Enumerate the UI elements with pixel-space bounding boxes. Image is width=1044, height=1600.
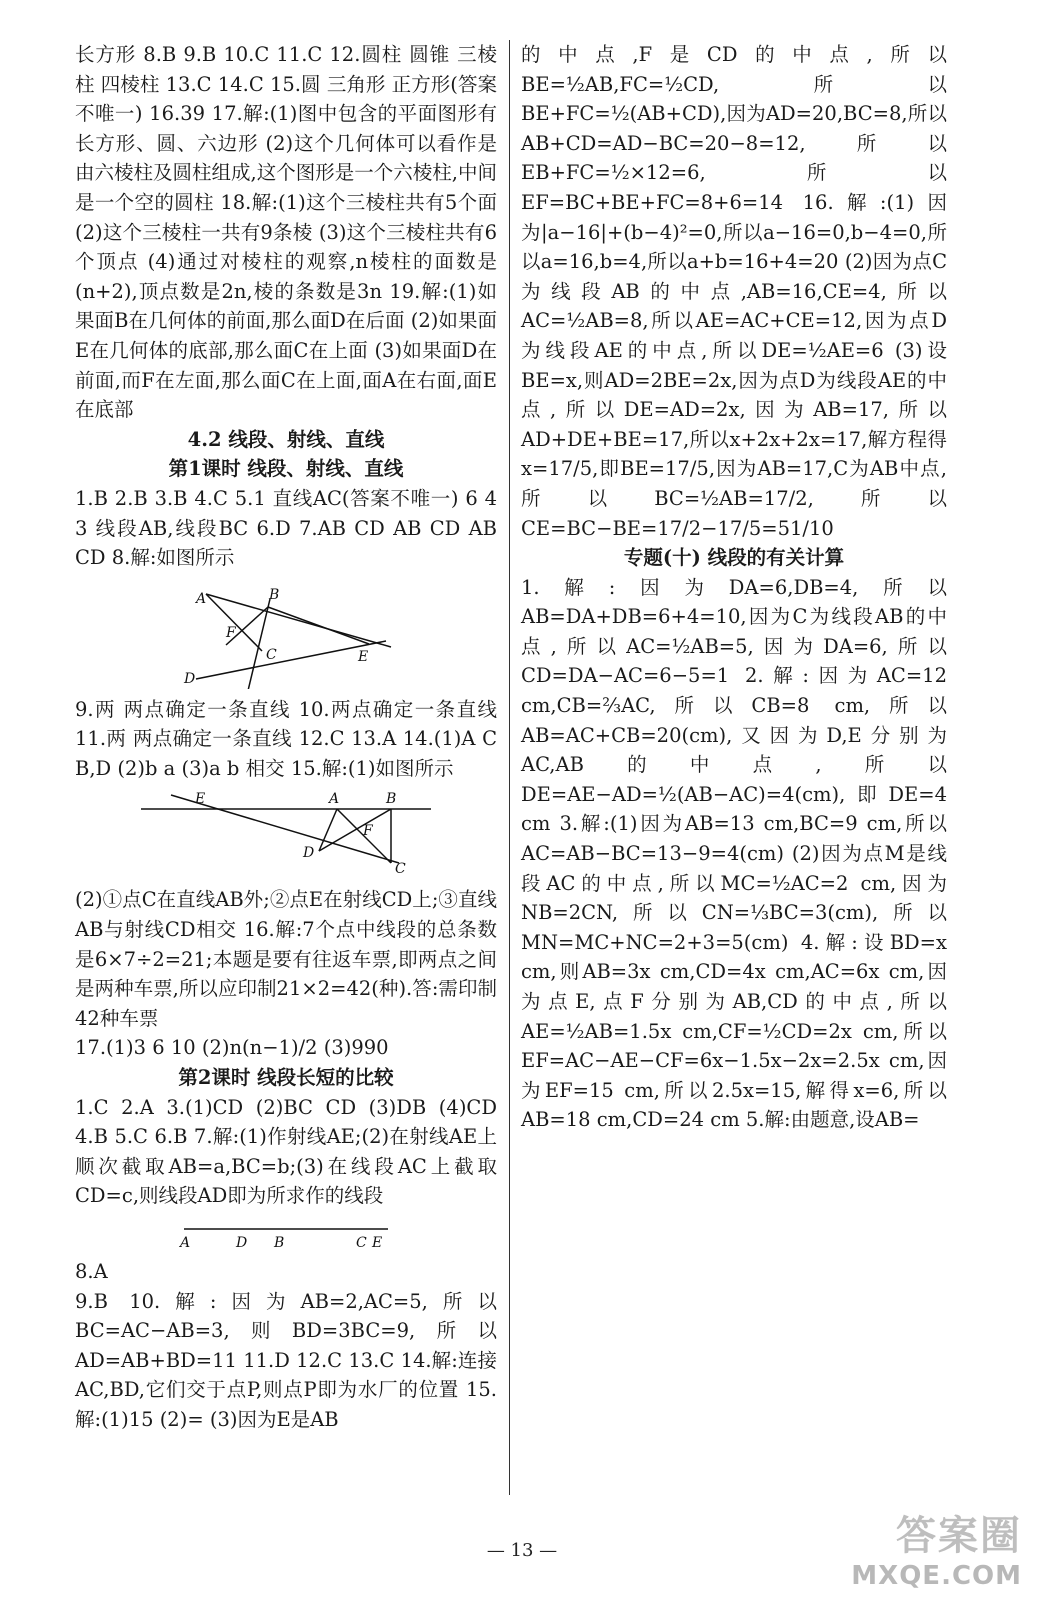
answers-lesson-2-part2: 9.B 10.解:因为AB=2,AC=5,所以BC=AC−AB=3,则BD=3BC=9,所以AD=AB+BD=11 11.D 12.C 13.C 14.解:连接AC,BD,它们交于点P,则点P即为水厂的位置 15.解:(1)15 (2)= (3)因为E是AB [75,1289,497,1431]
fig7-label: B [274,1235,285,1251]
fig8-label: C [266,646,277,663]
figure-q15 [141,789,431,879]
column-divider [509,40,510,1495]
fig8-label: E [358,648,369,665]
answers-4-1: 长方形 8.B 9.B 10.C 11.C 12.圆柱 圆锥 三棱柱 四棱柱 13.C 14.C 15.圆 三角形 正方形(答案不唯一) 16.39 17.解:(1)图中包含的平面图形有长方形、圆、六边形 (2)这个几何体可以看作是由六棱柱及圆柱组成,这个图形是一个六棱柱,中间是一个空的圆柱 18.解:(1)这个三棱柱共有5个面 (2)这个三棱柱一共有9条棱 (3)这个三棱柱共有6个顶点 (4)通过对棱柱的观察,n棱柱的面数是(n+2),顶点数是2n,棱的条数是3n 19.解:(1)如果面B在几何体的前面,那么面D在后面 (2)如果面E在几何体的底部,那么面C在上面 (3)如果面D在前面,而F在左面,那么面C在上面,面A在右面,面E在底部 [75,43,497,422]
right-column [521,40,947,1135]
fig8-label: A [196,590,207,607]
fig7-label: C [356,1235,367,1251]
answers-lesson-1-part2: 9.两 两点确定一条直线 10.两点确定一条直线 11.两 两点确定一条直线 12.C 13.A 14.(1)A C B,D (2)b a (3)a b 相交 15.解:(1)如图所示 [75,697,497,780]
answers-lesson-1-part1: 1.B 2.B 3.B 4.C 5.1 直线AC(答案不唯一) 6 4 3 线段AB,线段BC 6.D 7.AB CD AB CD AB CD 8.解:如图所示 [75,486,497,570]
fig15-label: F [363,823,373,840]
lesson-heading-2: 第2课时 线段长短的比较 [178,1066,394,1090]
watermark-logo: 答案圈 [896,1513,1022,1559]
answers-topic-10: 1.解:因为DA=6,DB=4,所以AB=DA+DB=6+4=10,因为C为线段AB的中点,所以AC=½AB=5,因为DA=6,所以CD=DA−AC=6−5=1 2.解:因为AC=12 cm,CB=⅔AC,所以CB=8 cm,所以AB=AC+CB=20(cm),又因为D,E分别为AC,AB的中点,所以DE=AE−AD=½(AB−AC)=4(cm),即DE=4 cm 3.解:(1)因为AB=13 cm,BC=9 cm,所以AC=AB−BC=13−9=4(cm) (2)因为点M是线段AC的中点,所以MC=½AC=2 cm,因为NB=2CN,所以CN=⅓BC=3(cm),所以MN=MC+NC=2+3=5(cm) 4.解:设BD=x cm,则AB=3x cm,CD=4x cm,AC=6x cm,因为点E,点F分别为AB,CD的中点,所以AE=½AB=1.5x cm,CF=½CD=2x cm,所以EF=AC−AE−CF=6x−1.5x−2x=2.5x cm,因为EF=15 cm,所以2.5x=15,解得x=6,所以AB=18 cm,CD=24 cm 5.解:由题意,设AB= [521,575,947,1132]
figure-q7 [176,1217,396,1251]
fig7-label: A [180,1235,191,1251]
fig15-label: B [386,791,397,808]
fig8-label: F [226,624,236,641]
fig15-label: C [395,861,406,878]
fig7-label: E [372,1235,383,1251]
page-number: — 13 — [486,1540,558,1561]
watermark [822,1504,1022,1591]
section-heading-4-2: 4.2 线段、射线、直线 [187,427,385,451]
answers-lesson-2-part1: 1.C 2.A 3.(1)CD (2)BC CD (3)DB (4)CD 4.B 5.C 6.B 7.解:(1)作射线AE;(2)在射线AE上顺次截取AB=a,BC=b;(3)在线段AC上截取CD=c,则线段AD即为所求作的线段 [75,1095,497,1208]
answer-8: 8.A [75,1260,108,1283]
watermark-site: MXQE.COM [851,1561,1022,1591]
fig15-label: E [195,791,206,808]
fig8-label: B [269,586,280,603]
answer-17: 17.(1)3 6 10 (2)n(n−1)/2 (3)990 [75,1036,389,1060]
answers-lesson-1-part3: (2)①点C在直线AB外;②点E在射线CD上;③直线AB与射线CD相交 16.解:7个点中线段的总条数是6×7÷2=21;本题是要有往返车票,即两点之间是两种车票,所以应印制21×2=42(种).答:需印制42种车票 [75,888,497,1030]
fig15-label: D [303,845,315,862]
answers-continued: 的中点,F是CD的中点,所以BE=½AB,FC=½CD,所以BE+FC=½(AB+CD),因为AD=20,BC=8,所以AB+CD=AD−BC=20−8=12,所以EB+FC=½×12=6,所以EF=BC+BE+FC=8+6=14 16.解:(1)因为|a−16|+(b−4)²=0,所以a−16=0,b−4=0,所以a=16,b=4,所以a+b=16+4=20 (2)因为点C为线段AB的中点,AB=16,CE=4,所以AC=½AB=8,所以AE=AC+CE=12,因为点D为线段AE的中点,所以DE=½AE=6 (3)设BE=x,则AD=2BE=2x,因为点D为线段AE的中点,所以DE=AD=2x,因为AB=17,所以AD+DE+BE=17,所以x+2x+2x=17,解方程得x=17/5,即BE=17/5,因为AB=17,C为AB中点,所以BC=½AB=17/2,所以CE=BC−BE=17/2−17/5=51/10 [521,43,947,540]
figure-q8 [176,579,396,689]
fig15-label: A [329,791,340,808]
fig7-label: D [236,1235,248,1251]
lesson-heading-1: 第1课时 线段、射线、直线 [168,457,404,481]
topic-heading-10: 专题(十) 线段的有关计算 [623,546,845,570]
fig8-label: D [184,670,196,687]
left-column [75,40,497,1435]
